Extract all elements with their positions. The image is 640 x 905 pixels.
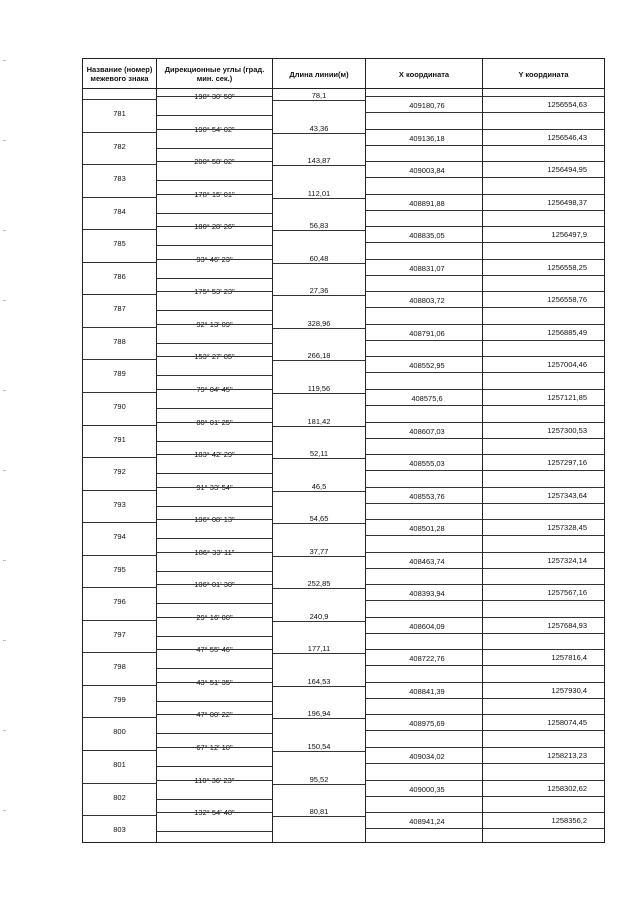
point-y: 1256554,63 — [547, 100, 587, 109]
row-rule — [366, 503, 604, 504]
row-rule — [157, 129, 272, 130]
row-rule — [273, 165, 365, 166]
row-rule — [273, 133, 365, 134]
row-rule — [273, 686, 365, 687]
point-name: 796 — [113, 597, 126, 607]
row-rule — [483, 96, 604, 97]
segment-length: 252,85 — [307, 579, 331, 589]
row-rule — [366, 438, 604, 439]
row-rule — [83, 522, 156, 523]
row-rule — [366, 145, 604, 146]
header-angles: Дирекционные углы (град. мин. сек.) — [164, 65, 265, 83]
row-rule — [157, 115, 272, 116]
row-rule — [273, 653, 365, 654]
point-y: 1257004,46 — [547, 360, 587, 370]
row-rule — [83, 783, 156, 784]
row-rule — [483, 161, 604, 162]
point-y: 1256498,37 — [547, 197, 587, 207]
row-rule — [157, 324, 272, 325]
row-rule — [366, 828, 604, 829]
row-rule — [157, 148, 272, 149]
row-rule — [483, 259, 604, 260]
segment-length: 143,87 — [307, 156, 331, 166]
point-x: 408941,24 — [409, 817, 445, 827]
row-rule — [366, 568, 604, 569]
point-name: 801 — [113, 760, 126, 769]
point-name: 802 — [113, 792, 126, 802]
row-rule — [157, 584, 272, 585]
row-rule — [83, 132, 156, 133]
segment-length: 240,9 — [309, 611, 329, 621]
row-rule — [366, 389, 482, 390]
row-rule — [366, 714, 482, 715]
point-x: 408835,05 — [409, 231, 445, 241]
point-name: 795 — [113, 564, 126, 574]
row-rule — [83, 392, 156, 393]
row-rule — [366, 780, 482, 781]
scan-mark — [3, 560, 6, 561]
point-y: 1258074,45 — [547, 718, 587, 728]
point-y: 1258302,62 — [547, 783, 587, 793]
row-rule — [157, 519, 272, 520]
row-rule — [157, 636, 272, 637]
row-rule — [483, 649, 604, 650]
row-rule — [157, 213, 272, 214]
point-x: 409034,02 — [409, 752, 445, 761]
point-x: 408803,72 — [409, 296, 445, 306]
row-rule — [366, 584, 482, 585]
row-rule — [157, 389, 272, 390]
scan-mark — [3, 60, 6, 61]
row-rule — [366, 340, 604, 341]
row-rule — [483, 780, 604, 781]
row-rule — [483, 487, 604, 488]
row-rule — [366, 275, 604, 276]
point-y: 1257816,4 — [551, 653, 587, 663]
point-y: 1257684,93 — [547, 620, 587, 630]
segment-length: 56,83 — [309, 221, 329, 231]
point-y: 1257297,16 — [547, 458, 587, 468]
row-rule — [366, 242, 604, 243]
row-rule — [366, 617, 482, 618]
scan-mark — [3, 230, 6, 231]
row-rule — [366, 763, 604, 764]
row-rule — [83, 750, 156, 751]
scan-mark — [3, 810, 6, 811]
row-rule — [157, 571, 272, 572]
row-rule — [83, 587, 156, 588]
row-rule — [366, 112, 604, 113]
row-rule — [157, 473, 272, 474]
point-x: 408722,76 — [409, 654, 445, 664]
point-name: 785 — [113, 239, 126, 249]
point-y: 1256558,76 — [547, 295, 587, 305]
row-rule — [483, 519, 604, 520]
row-rule — [157, 701, 272, 702]
point-y: 1257343,64 — [547, 490, 587, 500]
point-name: 783 — [113, 174, 126, 184]
row-rule — [366, 730, 604, 731]
row-rule — [157, 747, 272, 748]
row-rule — [157, 180, 272, 181]
point-y: 1257121,85 — [547, 392, 587, 402]
coordinates-table — [82, 58, 605, 843]
row-rule — [483, 291, 604, 292]
scan-mark — [3, 730, 6, 731]
row-rule — [366, 210, 604, 211]
segment-length: 196,94 — [307, 709, 331, 719]
segment-length: 266,18 — [307, 351, 331, 361]
point-x: 408604,09 — [409, 621, 445, 631]
point-x: 408831,07 — [409, 263, 445, 273]
row-rule — [157, 603, 272, 604]
segment-length: 43,36 — [309, 123, 329, 133]
row-rule — [366, 747, 482, 748]
row-rule — [157, 161, 272, 162]
row-rule — [273, 621, 365, 622]
segment-length: 164,53 — [307, 676, 331, 686]
segment-length: 150,54 — [307, 742, 331, 751]
row-rule — [483, 682, 604, 683]
segment-length: 181,42 — [307, 416, 331, 426]
point-name: 800 — [113, 727, 126, 737]
row-rule — [366, 405, 604, 406]
row-rule — [273, 360, 365, 361]
point-name: 787 — [113, 304, 126, 314]
point-y: 1258356,2 — [551, 816, 587, 826]
row-rule — [483, 552, 604, 553]
row-rule — [273, 198, 365, 199]
segment-length: 54,65 — [309, 514, 329, 524]
point-x: 408555,03 — [409, 459, 445, 469]
row-rule — [157, 538, 272, 539]
point-name: 789 — [113, 369, 126, 379]
row-rule — [483, 226, 604, 227]
row-rule — [157, 506, 272, 507]
row-rule — [157, 194, 272, 195]
row-rule — [366, 96, 482, 97]
point-y: 1257328,45 — [547, 523, 587, 533]
point-name: 797 — [113, 629, 126, 639]
row-rule — [83, 717, 156, 718]
row-rule — [83, 327, 156, 328]
row-rule — [157, 422, 272, 423]
row-rule — [366, 161, 482, 162]
segment-length: 95,52 — [309, 774, 329, 784]
point-name: 790 — [113, 401, 126, 411]
row-rule — [157, 454, 272, 455]
scan-mark — [3, 140, 6, 141]
row-rule — [273, 523, 365, 524]
segment-length: 112,01 — [307, 188, 331, 198]
row-rule — [483, 389, 604, 390]
point-name: 781 — [113, 109, 126, 118]
header-name: Название (номер) межевого знака — [86, 65, 153, 83]
row-rule — [157, 780, 272, 781]
point-name: 792 — [113, 467, 126, 477]
row-rule — [273, 588, 365, 589]
point-x: 408975,69 — [409, 719, 445, 729]
point-x: 408553,76 — [409, 491, 445, 501]
point-x: 409136,18 — [409, 133, 445, 143]
row-rule — [273, 751, 365, 752]
point-x: 408791,06 — [409, 328, 445, 338]
row-rule — [366, 698, 604, 699]
row-rule — [483, 129, 604, 130]
point-x: 408575,6 — [411, 393, 443, 403]
row-rule — [157, 812, 272, 813]
point-y: 1256497,9 — [551, 230, 587, 240]
row-rule — [366, 665, 604, 666]
row-rule — [83, 685, 156, 686]
row-rule — [157, 441, 272, 442]
row-rule — [483, 747, 604, 748]
row-rule — [273, 784, 365, 785]
row-rule — [83, 425, 156, 426]
point-y: 1256546,43 — [547, 132, 587, 142]
row-rule — [157, 96, 272, 97]
row-rule — [483, 584, 604, 585]
row-rule — [157, 766, 272, 767]
row-rule — [157, 733, 272, 734]
row-rule — [366, 129, 482, 130]
row-rule — [157, 831, 272, 832]
row-rule — [273, 718, 365, 719]
row-rule — [157, 375, 272, 376]
row-rule — [157, 617, 272, 618]
row-rule — [483, 714, 604, 715]
row-rule — [157, 310, 272, 311]
point-x: 408393,94 — [409, 589, 445, 599]
row-rule — [273, 230, 365, 231]
segment-length: 37,77 — [309, 546, 329, 556]
header-length: Длина линии(м) — [289, 69, 349, 79]
point-x: 409180,76 — [409, 101, 445, 110]
row-rule — [83, 490, 156, 491]
row-rule — [83, 457, 156, 458]
point-y: 1258213,23 — [547, 751, 587, 760]
segment-length: 328,96 — [307, 318, 331, 328]
row-rule — [483, 356, 604, 357]
row-rule — [366, 796, 604, 797]
row-rule — [83, 555, 156, 556]
segment-length: 46,5 — [311, 481, 327, 491]
point-name: 786 — [113, 271, 126, 281]
point-y: 1257324,14 — [547, 555, 587, 565]
row-rule — [273, 816, 365, 817]
row-rule — [273, 458, 365, 459]
row-rule — [483, 194, 604, 195]
row-rule — [366, 633, 604, 634]
row-rule — [83, 262, 156, 263]
row-rule — [157, 291, 272, 292]
row-rule — [83, 164, 156, 165]
row-rule — [157, 649, 272, 650]
row-rule — [366, 812, 482, 813]
point-name: 798 — [113, 662, 126, 672]
point-y: 1257567,16 — [547, 588, 587, 598]
point-name: 799 — [113, 694, 126, 704]
row-rule — [366, 649, 482, 650]
row-rule — [483, 422, 604, 423]
scan-mark — [3, 640, 6, 641]
scan-mark — [3, 300, 6, 301]
row-rule — [366, 307, 604, 308]
row-rule — [366, 324, 482, 325]
row-rule — [366, 422, 482, 423]
point-x: 408552,95 — [409, 361, 445, 371]
row-rule — [273, 426, 365, 427]
row-rule — [366, 470, 604, 471]
point-x: 408607,03 — [409, 426, 445, 436]
row-rule — [366, 372, 604, 373]
row-rule — [157, 668, 272, 669]
segment-length: 27,36 — [309, 286, 329, 296]
row-rule — [366, 291, 482, 292]
row-rule — [366, 682, 482, 683]
point-name: 784 — [113, 206, 126, 216]
segment-length: 80,81 — [309, 807, 329, 817]
row-rule — [273, 491, 365, 492]
point-name: 788 — [113, 336, 126, 346]
row-rule — [366, 487, 482, 488]
row-rule — [483, 324, 604, 325]
segment-length: 52,11 — [309, 449, 329, 459]
row-rule — [366, 519, 482, 520]
scan-mark — [3, 470, 6, 471]
row-rule — [273, 556, 365, 557]
point-y: 1256885,49 — [547, 327, 587, 337]
scan-mark — [3, 390, 6, 391]
row-rule — [83, 99, 156, 100]
row-rule — [157, 487, 272, 488]
row-rule — [157, 343, 272, 344]
row-rule — [483, 454, 604, 455]
point-x: 409003,84 — [409, 166, 445, 176]
row-rule — [273, 263, 365, 264]
row-rule — [366, 177, 604, 178]
row-rule — [273, 295, 365, 296]
point-name: 793 — [113, 499, 126, 509]
row-rule — [157, 356, 272, 357]
row-rule — [273, 393, 365, 394]
row-rule — [157, 552, 272, 553]
row-rule — [83, 620, 156, 621]
point-x: 408501,28 — [409, 524, 445, 534]
row-rule — [157, 714, 272, 715]
row-rule — [273, 328, 365, 329]
segment-length: 177,11 — [307, 644, 331, 654]
point-name: 794 — [113, 532, 126, 542]
header-y: Y координата — [518, 69, 569, 79]
row-rule — [366, 356, 482, 357]
row-rule — [157, 278, 272, 279]
point-name: 803 — [113, 825, 126, 835]
point-x: 408891,88 — [409, 198, 445, 208]
row-rule — [157, 259, 272, 260]
row-rule — [83, 197, 156, 198]
segment-length: 119,56 — [307, 383, 331, 393]
row-rule — [157, 799, 272, 800]
row-rule — [83, 815, 156, 816]
row-rule — [83, 229, 156, 230]
row-rule — [83, 294, 156, 295]
row-rule — [157, 682, 272, 683]
point-name: 782 — [113, 141, 126, 151]
row-rule — [83, 652, 156, 653]
row-rule — [366, 535, 604, 536]
row-rule — [157, 408, 272, 409]
row-rule — [273, 100, 365, 101]
row-rule — [366, 454, 482, 455]
row-rule — [366, 194, 482, 195]
point-name: 791 — [113, 434, 126, 444]
point-x: 408463,74 — [409, 556, 445, 566]
row-rule — [366, 259, 482, 260]
row-rule — [157, 226, 272, 227]
point-y: 1256558,25 — [547, 262, 587, 272]
point-x: 408841,39 — [409, 686, 445, 696]
row-rule — [366, 552, 482, 553]
row-rule — [483, 812, 604, 813]
row-rule — [83, 359, 156, 360]
segment-length: 60,48 — [309, 253, 329, 263]
point-y: 1257930,4 — [551, 685, 587, 695]
row-rule — [157, 245, 272, 246]
row-rule — [366, 226, 482, 227]
table-header — [83, 59, 604, 89]
point-x: 409000,35 — [409, 784, 445, 794]
header-x: X координата — [398, 69, 450, 79]
row-rule — [483, 617, 604, 618]
point-y: 1256494,95 — [547, 165, 587, 175]
segment-length: 78,1 — [311, 91, 327, 100]
row-rule — [366, 600, 604, 601]
point-y: 1257300,53 — [547, 425, 587, 435]
